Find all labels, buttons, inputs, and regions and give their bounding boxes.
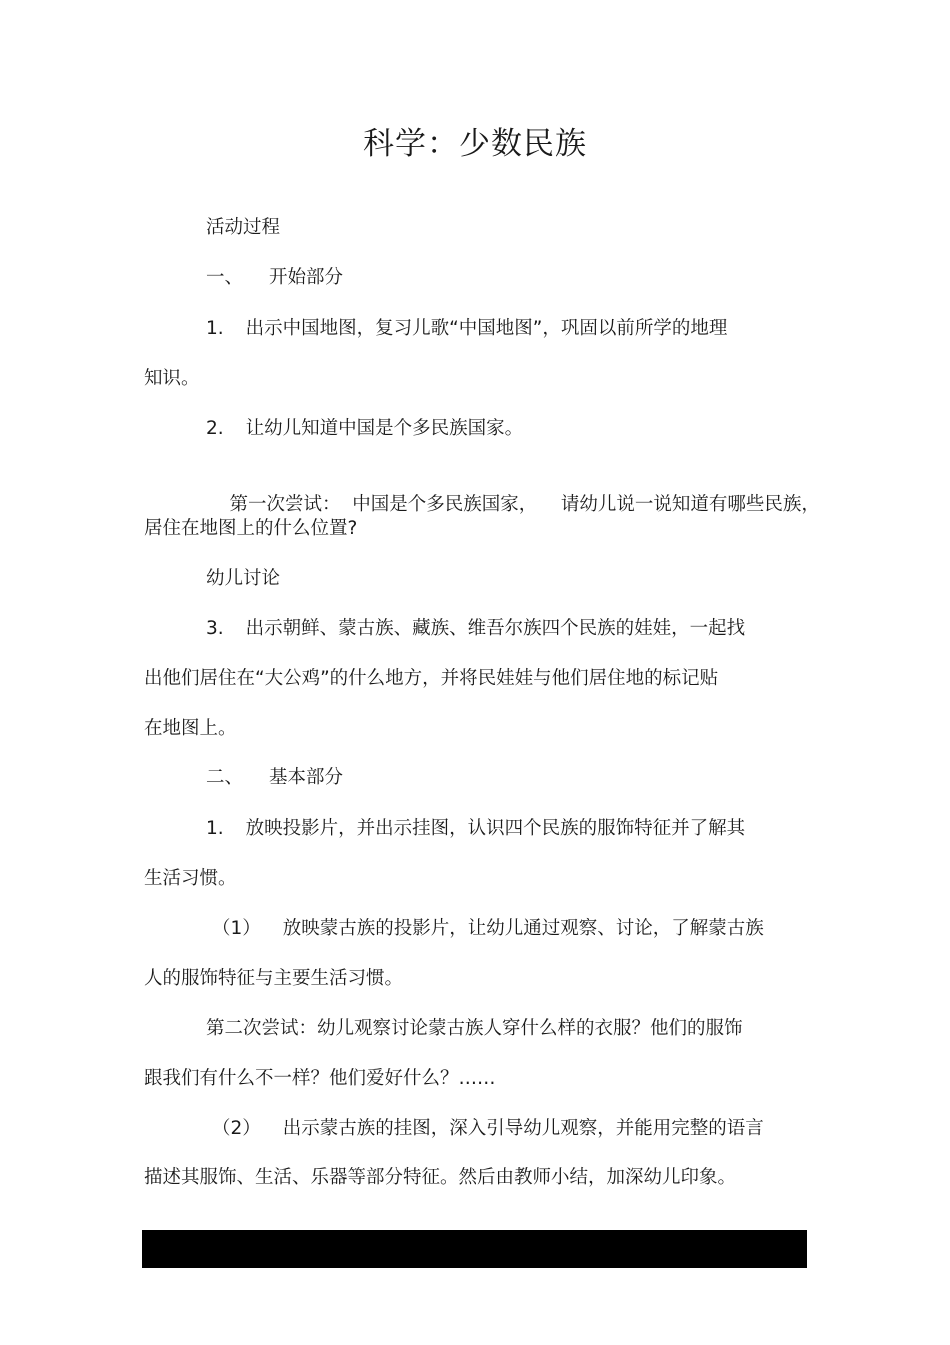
section-number: 一、 bbox=[206, 267, 244, 288]
line-text: 居住在地图上的什么位置? bbox=[144, 518, 358, 539]
line-text: 第二次尝试：幼儿观察讨论蒙古族人穿什么样的衣服？他们的服饰 bbox=[206, 1018, 743, 1039]
paragraph-line bbox=[144, 516, 357, 542]
section-number: 二、 bbox=[206, 767, 244, 788]
paragraph-line bbox=[144, 366, 200, 392]
item-number: 1. bbox=[206, 818, 224, 839]
paragraph-line bbox=[206, 566, 280, 592]
item-number: （1） bbox=[212, 918, 261, 939]
item-number: 2. bbox=[206, 418, 224, 439]
paragraph-line bbox=[144, 716, 237, 742]
line-text: 放映投影片，并出示挂图，认识四个民族的服饰特征并了解其 bbox=[245, 818, 746, 839]
item-number: 1. bbox=[206, 318, 224, 339]
paragraph-line bbox=[144, 966, 403, 992]
line-text: 出他们居住在“大公鸡”的什么地方，并将民娃娃与他们居住地的标记贴 bbox=[144, 668, 719, 689]
list-item-line bbox=[212, 916, 764, 942]
redaction-bar bbox=[142, 1230, 807, 1268]
paragraph-line bbox=[144, 866, 237, 892]
line-text: 第一次尝试： 中国是个多民族国家， 请幼儿说一说知道有哪些民族， bbox=[229, 494, 820, 515]
document-title: 科学：少数民族 bbox=[363, 126, 587, 162]
line-text: 放映蒙古族的投影片，让幼儿通过观察、讨论，了解蒙古族 bbox=[282, 918, 764, 939]
list-item-line bbox=[206, 316, 727, 342]
item-number: （2） bbox=[212, 1118, 261, 1139]
list-item-line bbox=[206, 616, 745, 642]
line-text: 活动过程 bbox=[206, 217, 281, 238]
list-item-line bbox=[206, 416, 523, 442]
line-text: 出示蒙古族的挂图，深入引导幼儿观察，并能用完整的语言 bbox=[282, 1118, 764, 1139]
section-title: 开始部分 bbox=[269, 267, 344, 288]
paragraph-line bbox=[206, 1016, 743, 1042]
line-text: 跟我们有什么不一样？他们爱好什么？…… bbox=[144, 1068, 496, 1089]
line-text: 幼儿讨论 bbox=[206, 568, 281, 589]
section-heading bbox=[206, 265, 343, 291]
line-text: 出示朝鲜、蒙古族、藏族、维吾尔族四个民族的娃娃，一起找 bbox=[245, 618, 746, 639]
paragraph-line bbox=[144, 1165, 736, 1191]
list-item-line bbox=[206, 816, 745, 842]
paragraph-line bbox=[144, 1066, 496, 1092]
paragraph-line bbox=[206, 215, 280, 241]
paragraph-line bbox=[144, 666, 718, 692]
line-text: 知识。 bbox=[144, 368, 200, 389]
line-text: 描述其服饰、生活、乐器等部分特征。然后由教师小结，加深幼儿印象。 bbox=[144, 1167, 737, 1188]
line-text: 人的服饰特征与主要生活习惯。 bbox=[144, 968, 404, 989]
section-heading bbox=[206, 765, 343, 791]
section-title: 基本部分 bbox=[269, 767, 344, 788]
line-text: 在地图上。 bbox=[144, 718, 237, 739]
list-item-line bbox=[212, 1116, 764, 1142]
item-number: 3. bbox=[206, 618, 224, 639]
line-text: 出示中国地图，复习儿歌“中国地图”，巩固以前所学的地理 bbox=[245, 318, 728, 339]
line-text: 让幼儿知道中国是个多民族国家。 bbox=[245, 418, 524, 439]
line-text: 生活习惯。 bbox=[144, 868, 237, 889]
